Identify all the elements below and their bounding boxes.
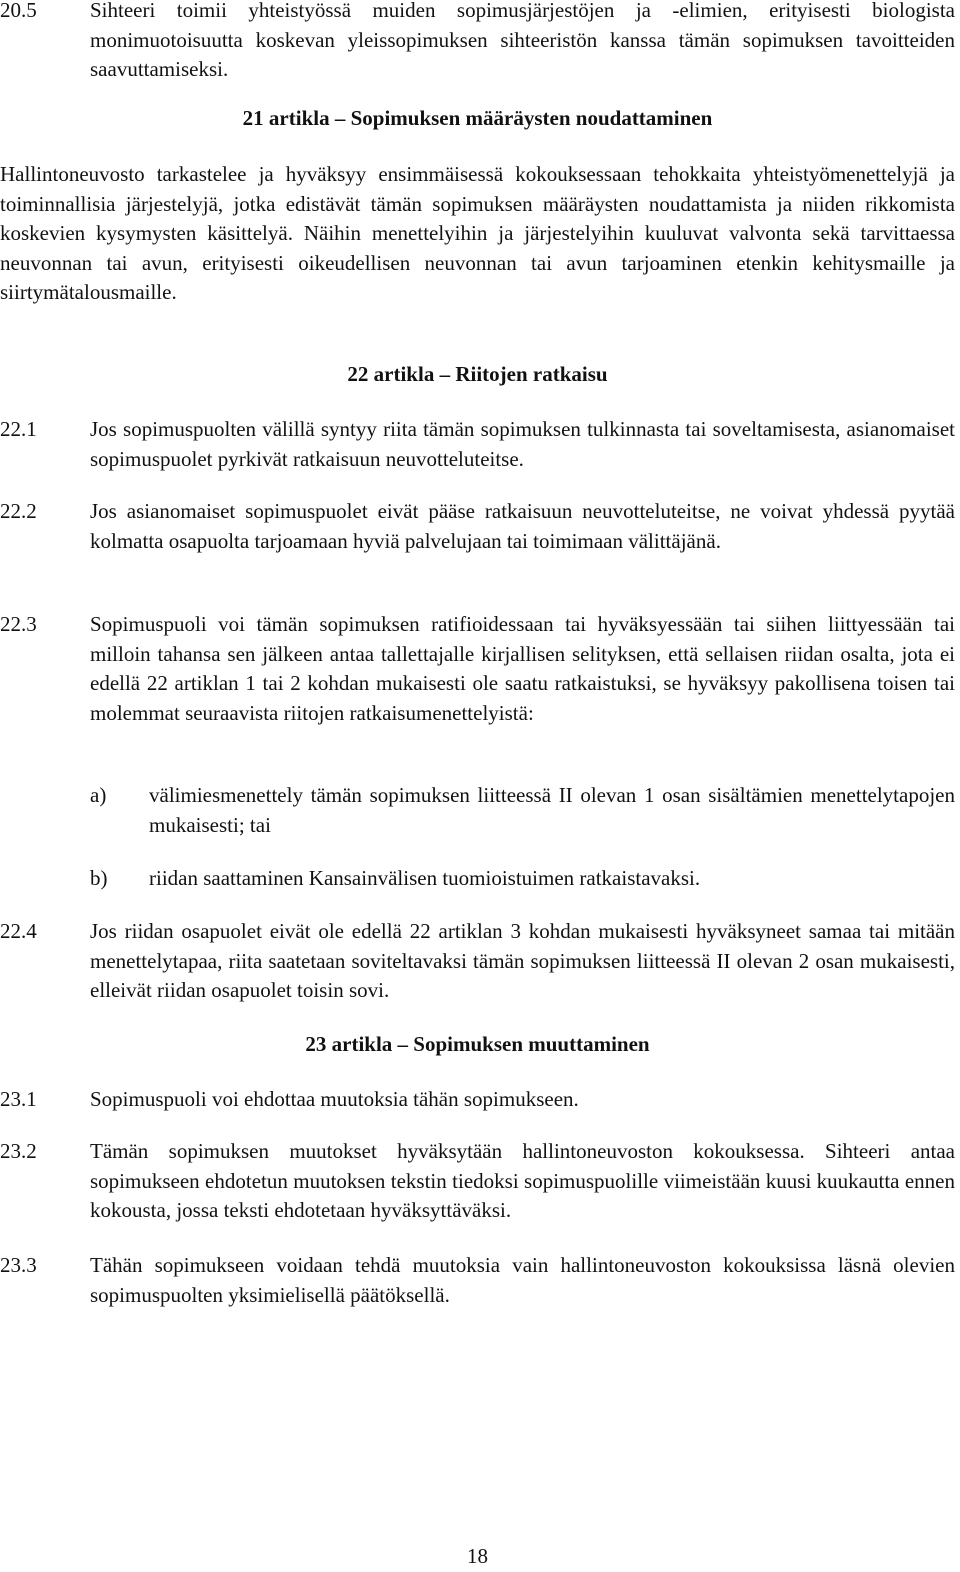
article-21-text: Hallintoneuvosto tarkastelee ja hyväksyy ensimmäisessä kokouksessaan tehokkaita yhteistyömenettelyjä ja toiminnallisia järjestelyjä, jotka edistävät tämän sopimuksen määräysten noudattamista ja niiden rikkomista koskevien kysymysten käsittelyä. Näihin menettelyihin ja järjestelyihin kuuluvat valvonta sekä tarvittaessa neuvonnan tai avun, erityisesti oikeudellisen neuvonnan tai avun tarjoaminen etenkin kehitysmaille ja siirtymätalousmaille.	[0, 162, 955, 304]
paragraph-text: Sihteeri toimii yhteistyössä muiden sopimusjärjestöjen ja -elimien, erityisesti biologista monimuotoisuutta koskevan yleissopimuksen sihteeristön kanssa tämän sopimuksen tavoitteiden saavuttamiseksi.	[90, 0, 955, 81]
paragraph-22-3	[0, 610, 955, 728]
paragraph-number: 20.5	[0, 0, 37, 22]
paragraph-text: Jos asianomaiset sopimuspuolet eivät pääse ratkaisuun neuvotteluteitse, ne voivat yhdessä pyytää kolmatta osapuolta tarjoamaan hyviä palvelujaan tai toimimaan välittäjänä.	[90, 499, 955, 553]
article-23-heading: 23 artikla – Sopimuksen muuttaminen	[305, 1032, 650, 1056]
paragraph-number: 22.1	[0, 417, 37, 441]
list-item-b	[90, 864, 955, 894]
list-item-label: a)	[90, 783, 107, 807]
paragraph-text: Sopimuspuoli voi ehdottaa muutoksia tähän sopimukseen.	[90, 1087, 579, 1111]
paragraph-22-1	[0, 415, 955, 474]
article-21-heading: 21 artikla – Sopimuksen määräysten noudattaminen	[242, 106, 713, 130]
paragraph-20-5	[0, 0, 955, 85]
paragraph-number: 23.3	[0, 1253, 37, 1277]
paragraph-23-3	[0, 1251, 955, 1310]
paragraph-number: 23.2	[0, 1139, 37, 1163]
paragraph-text: Tähän sopimukseen voidaan tehdä muutoksia vain hallintoneuvoston kokouksissa läsnä olevien sopimuspuolten yksimielisellä päätöksellä.	[90, 1253, 955, 1307]
paragraph-22-4	[0, 917, 955, 1006]
list-item-text: riidan saattaminen Kansainvälisen tuomioistuimen ratkaistavaksi.	[149, 866, 701, 890]
paragraph-text: Jos riidan osapuolet eivät ole edellä 22 artiklan 3 kohdan mukaisesti hyväksyneet samaa tai mitään menettelytapaa, riita saatetaan soviteltavaksi tämän sopimuksen liitteessä II olevan 2 osan mukaisesti, elleivät riidan osapuolet toisin sovi.	[90, 919, 955, 1002]
list-item-label: b)	[90, 866, 108, 890]
paragraph-number: 22.2	[0, 499, 37, 523]
paragraph-number: 22.4	[0, 919, 37, 943]
article-22-heading: 22 artikla – Riitojen ratkaisu	[347, 362, 608, 386]
paragraph-22-2	[0, 497, 955, 556]
page-number: 18	[467, 1544, 488, 1568]
paragraph-text: Tämän sopimuksen muutokset hyväksytään hallintoneuvoston kokouksessa. Sihteeri antaa sopimukseen ehdotetun muutoksen tekstin tiedoksi sopimuspuolille viimeistään kuusi kuukautta ennen kokousta, jossa teksti ehdotetaan hyväksyttäväksi.	[90, 1139, 955, 1222]
paragraph-text: Sopimuspuoli voi tämän sopimuksen ratifioidessaan tai hyväksyessään tai siihen liittyessään tai milloin tahansa sen jälkeen antaa tallettajalle kirjallisen selityksen, että sellaisen riidan osalta, jota ei edellä 22 artiklan 1 tai 2 kohdan mukaisesti ole saatu ratkaistuksi, se hyväksyy pakollisena toisen tai molemmat seuraavista riitojen ratkaisumenettelyistä:	[90, 612, 955, 725]
paragraph-23-2	[0, 1137, 955, 1226]
paragraph-number: 22.3	[0, 612, 37, 636]
list-item-a	[90, 781, 955, 840]
list-item-text: välimiesmenettely tämän sopimuksen liitteessä II olevan 1 osan sisältämien menettelytapojen mukaisesti; tai	[149, 783, 955, 837]
paragraph-number: 23.1	[0, 1087, 37, 1111]
paragraph-23-1	[0, 1085, 955, 1115]
paragraph-text: Jos sopimuspuolten välillä syntyy riita tämän sopimuksen tulkinnasta tai soveltamisesta, asianomaiset sopimuspuolet pyrkivät ratkaisuun neuvotteluteitse.	[90, 417, 955, 471]
